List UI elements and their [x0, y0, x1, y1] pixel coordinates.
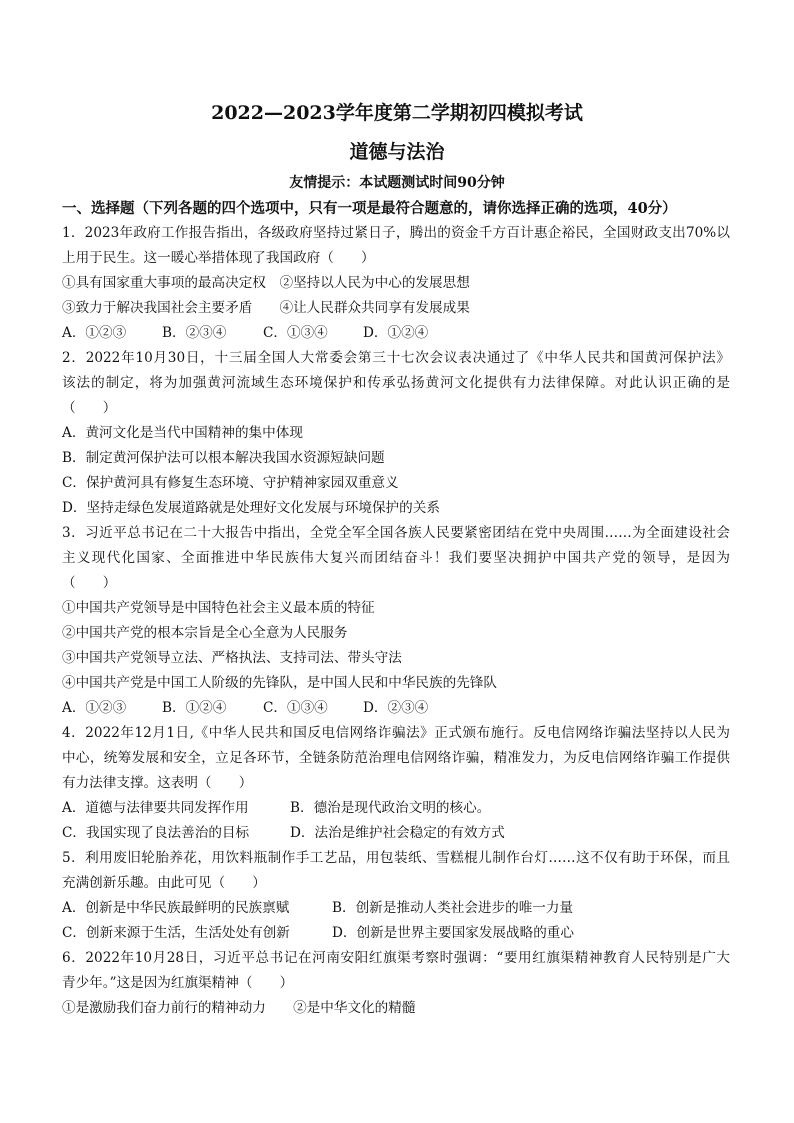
- subject-title: 道德与法治: [349, 141, 445, 163]
- q4-choice-b: B．德治是现代政治文明的核心。: [290, 800, 491, 816]
- q5-choice-a: A．创新是中华民族最鲜明的民族禀赋: [62, 900, 290, 916]
- q2-stem-line1: 2．2022年10月30日，十三届全国人大常委会第三十七次会议表决通过了《中华人民共和国黄河保护法》: [62, 350, 730, 366]
- q3-stem-line2: 主义现代化国家、全面推进中华民族伟大复兴而团结奋斗！我们要坚决拥护中国共产党的领导，是因为: [62, 550, 730, 566]
- q1-choice-c: C．①③④: [263, 325, 328, 341]
- q1-options-34: ③致力于解决我国社会主要矛盾 ④让人民群众共同享有发展成果: [62, 300, 470, 316]
- q3-choice-d: D．②③④: [363, 700, 429, 716]
- q3-option-2: ②中国共产党的根本宗旨是全心全意为人民服务: [62, 625, 348, 641]
- q2-choice-b: B．制定黄河保护法可以根本解决我国水资源短缺问题: [62, 450, 385, 466]
- q6-stem-line2: 青少年。”这是因为红旗渠精神（ ）: [62, 975, 294, 991]
- q2-stem-line2: 该法的制定，将为加强黄河流域生态环境保护和传承弘扬黄河文化提供有力法律保障。对此认识正确的是: [62, 375, 730, 391]
- q5-choice-d: D．创新是世界主要国家发展战略的重心: [332, 925, 574, 941]
- q3-option-3: ③中国共产党领导立法、严格执法、支持司法、带头守法: [62, 650, 402, 666]
- exam-hint: 友情提示：本试题测试时间90分钟: [289, 175, 505, 191]
- q6-stem-line1: 6．2022年10月28日，习近平总书记在河南安阳红旗渠考察时强调：“要用红旗渠精神教育人民特别是广大: [62, 950, 730, 966]
- q2-stem-line3: （ ）: [62, 400, 117, 416]
- q5-stem-line2: 充满创新乐趣。由此可见（ ）: [62, 875, 266, 891]
- q5-choice-b: B．创新是推动人类社会进步的唯一力量: [332, 900, 574, 916]
- q3-choice-b: B．①②④: [162, 700, 227, 716]
- q1-choice-b: B．②③④: [162, 325, 227, 341]
- q4-choice-c: C．我国实现了良法善治的目标: [62, 825, 250, 841]
- q3-choice-c: C．①③④: [263, 700, 328, 716]
- q1-stem-line1: 1．2023年政府工作报告指出，各级政府坚持过紧日子，腾出的资金千方百计惠企裕民，全国财政支出70%以: [62, 225, 730, 241]
- section-heading: 一、选择题（下列各题的四个选项中，只有一项是最符合题意的，请你选择正确的选项，40分）: [62, 200, 677, 217]
- q4-choice-d: D．法治是维护社会稳定的有效方式: [290, 825, 505, 841]
- q5-choice-c: C．创新来源于生活，生活处处有创新: [62, 925, 290, 941]
- q2-choice-a: A．黄河文化是当代中国精神的集中体现: [62, 425, 303, 441]
- q3-option-4: ④中国共产党是中国工人阶级的先锋队，是中国人民和中华民族的先锋队: [62, 675, 497, 691]
- q1-choice-d: D．①②④: [363, 325, 429, 341]
- q1-options-12: ①具有国家重大事项的最高决定权 ②坚持以人民为中心的发展思想: [62, 275, 470, 291]
- q2-choice-d: D．坚持走绿色发展道路就是处理好文化发展与环境保护的关系: [62, 500, 440, 516]
- q6-options-12: ①是激励我们奋力前行的精神动力 ②是中华文化的精髓: [62, 1000, 416, 1016]
- q3-option-1: ①中国共产党领导是中国特色社会主义最本质的特征: [62, 600, 375, 616]
- q4-stem-line3: 有力法律支撑。这表明（ ）: [62, 775, 253, 791]
- q4-stem-line1: 4．2022年12月1日,《中华人民共和国反电信网络诈骗法》正式颁布施行。反电信网络诈骗法坚持以人民为: [62, 725, 730, 741]
- q4-stem-line2: 中心，统筹发展和安全，立足各环节，全链条防范治理电信网络诈骗，精准发力，为反电信网络诈骗工作提供: [62, 750, 730, 766]
- q1-choice-a: A．①②③: [62, 325, 127, 341]
- q3-choice-a: A．①②③: [62, 700, 127, 716]
- q5-stem-line1: 5．利用废旧轮胎养花，用饮料瓶制作手工艺品，用包装纸、雪糕棍儿制作台灯……这不仅有助于环保，而且: [62, 850, 730, 866]
- exam-title: 2022—2023学年度第二学期初四模拟考试: [211, 102, 583, 124]
- q3-stem-line3: （ ）: [62, 575, 117, 591]
- q1-stem-line2: 上用于民生。这一暖心举措体现了我国政府（ ）: [62, 250, 375, 266]
- q3-stem-line1: 3．习近平总书记在二十大报告中指出，全党全军全国各族人民要紧密团结在党中央周围……为全面建设社会: [62, 525, 730, 541]
- q2-choice-c: C．保护黄河具有修复生态环境、守护精神家园双重意义: [62, 475, 399, 491]
- q4-choice-a: A．道德与法律要共同发挥作用: [62, 800, 249, 816]
